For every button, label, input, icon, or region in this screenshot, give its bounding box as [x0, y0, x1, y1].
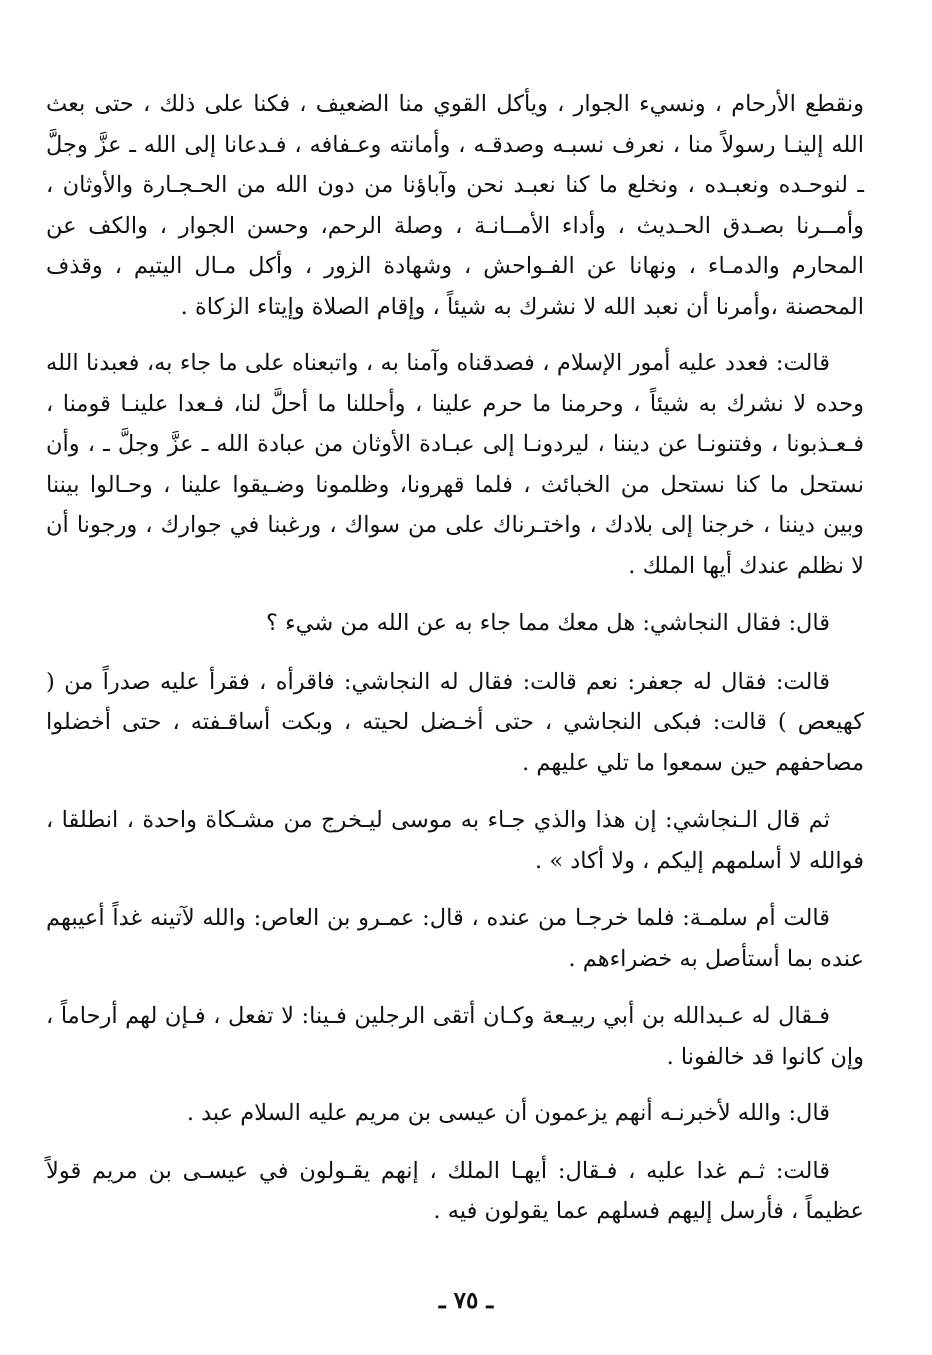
text-line: وشهادة الزور ، وأكل مـال اليتيم ، وقذف المحصنة ،وأمرنا أن نعبد الله لا نشرك	[46, 253, 864, 320]
text-line: حتى بعث الله إلينـا رسولاً منا ، نعرف نسبـه وصدقـه ، وأمانته وعـفافه ، فـدعانا	[46, 91, 864, 158]
text-line: ثم قال الـنجاشي: إن هذا والذي جـاء به موسى ليـخرج من مشـكاة واحدة ،	[126, 807, 830, 833]
paragraph	[46, 84, 864, 327]
paragraph	[46, 662, 864, 784]
text-line: إلى الله ـ عزَّ وجلَّ ـ لنوحـده ونعبـده ، ونخلع ما كنا نعبـد نحن وآباؤنا من دون	[46, 131, 864, 198]
text-line: غداً أعيبهم عنده بما أستأصل به خضراءهم .	[46, 905, 864, 972]
text-line: قالت: فعدد عليه أمور الإسلام ، فصدقناه وآمنا به ، واتبعناه على ما جاء به،	[146, 350, 830, 376]
text-line: أرحاماً ، وإن كانوا قد خالفونا .	[46, 1003, 864, 1070]
text-line: الله من الحـجـارة والأوثان ، وأمــرنا بصـدق الحـديث ، وأداء الأمــانـة ، وصلة	[46, 172, 864, 239]
page-body	[46, 84, 864, 1232]
text-line: على من سواك ، ورغبنا في جوارك ، ورجونا أن لا نظلم عندك أيها الملك .	[46, 512, 864, 579]
paragraph	[46, 996, 864, 1077]
text-line: عبادة الله ـ عزَّ وجلَّ ـ ، وأن نستحل ما كنا نستحل من الخبائث ، فلما قهرونا،	[46, 431, 864, 498]
page-number: ـ ٧٥ ـ	[438, 1287, 494, 1314]
text-line: فعبدنا الله وحده لا نشرك به شيئاً ، وحرمنا ما حرم علينا ، وأحللنا ما أحلَّ لنا،	[46, 350, 864, 417]
text-line: قالت أم سلمـة: فلما خرجـا من عنده ، قال: عمـرو بن العاص: والله لآتينه	[149, 905, 830, 931]
text-line: قولاً عظيماً ، فأرسل إليهم فسلهم عما يقولون فيه .	[46, 1157, 864, 1224]
paragraph	[46, 1093, 864, 1134]
text-line: فـعدا علينـا قومنا ، فـعـذبونا ، وفتنونـا عن ديننا ، ليردونـا إلى عبـادة الأوثان من	[46, 390, 864, 457]
text-line: حتى أخضلوا مصاحفهم حين سمعوا ما تلي عليهم .	[46, 709, 864, 776]
paragraph	[46, 898, 864, 979]
text-line: انطلقا ، فوالله لا أسلمهم إليكم ، ولا أكاد » .	[46, 807, 864, 874]
text-line: قال: والله لأخبرنـه أنهم يزعمون أن عيسى بن مريم عليه السلام عبد .	[186, 1100, 830, 1126]
paragraph	[46, 800, 864, 881]
text-line: ونقطع الأرحام ، ونسيء الجوار ، ويأكل القوي منا الضعيف ، فكنا على ذلك ،	[143, 91, 864, 117]
text-line: قالت: فقال له جعفر: نعم قالت: فقال له النجاشي: فاقرأه ، فقرأ عليه صدراً	[102, 668, 830, 695]
text-line: قالت: ثـم غدا عليه ، فـقال: أيهـا الملك ، إنهم يقـولون في عيسـى بن مريم	[91, 1157, 830, 1184]
text-line: قال: فقال النجاشي: هل معك مما جاء به عن الله من شيء ؟	[265, 610, 830, 636]
text-line: الرحم، وحسن الجوار ، والكف عن المحارم والدمـاء ، ونهانا عن الفـواحش ،	[46, 212, 864, 279]
text-line: به شيئاً ، وإقام الصلاة وإيتاء الزكاة .	[180, 293, 512, 320]
text-line: وظلمونا وضـيقوا علينا ، وحـالوا بيننا وبين ديننا ، خرجنا إلى بلادك ، واختـرناك	[46, 471, 865, 538]
paragraph	[46, 343, 864, 586]
paragraph	[46, 603, 864, 644]
paragraph	[46, 1151, 864, 1232]
text-line: فـقال له عـبدالله بن أبي ربيـعة وكـان أتقى الرجلين فـينا: لا تفعل ، فـإن لهم	[125, 1003, 831, 1029]
text-line: من ( كهيعص ) قالت: فبكى النجاشي ، حتى أخـضل لحيته ، وبكت أساقـفته ،	[46, 668, 864, 735]
